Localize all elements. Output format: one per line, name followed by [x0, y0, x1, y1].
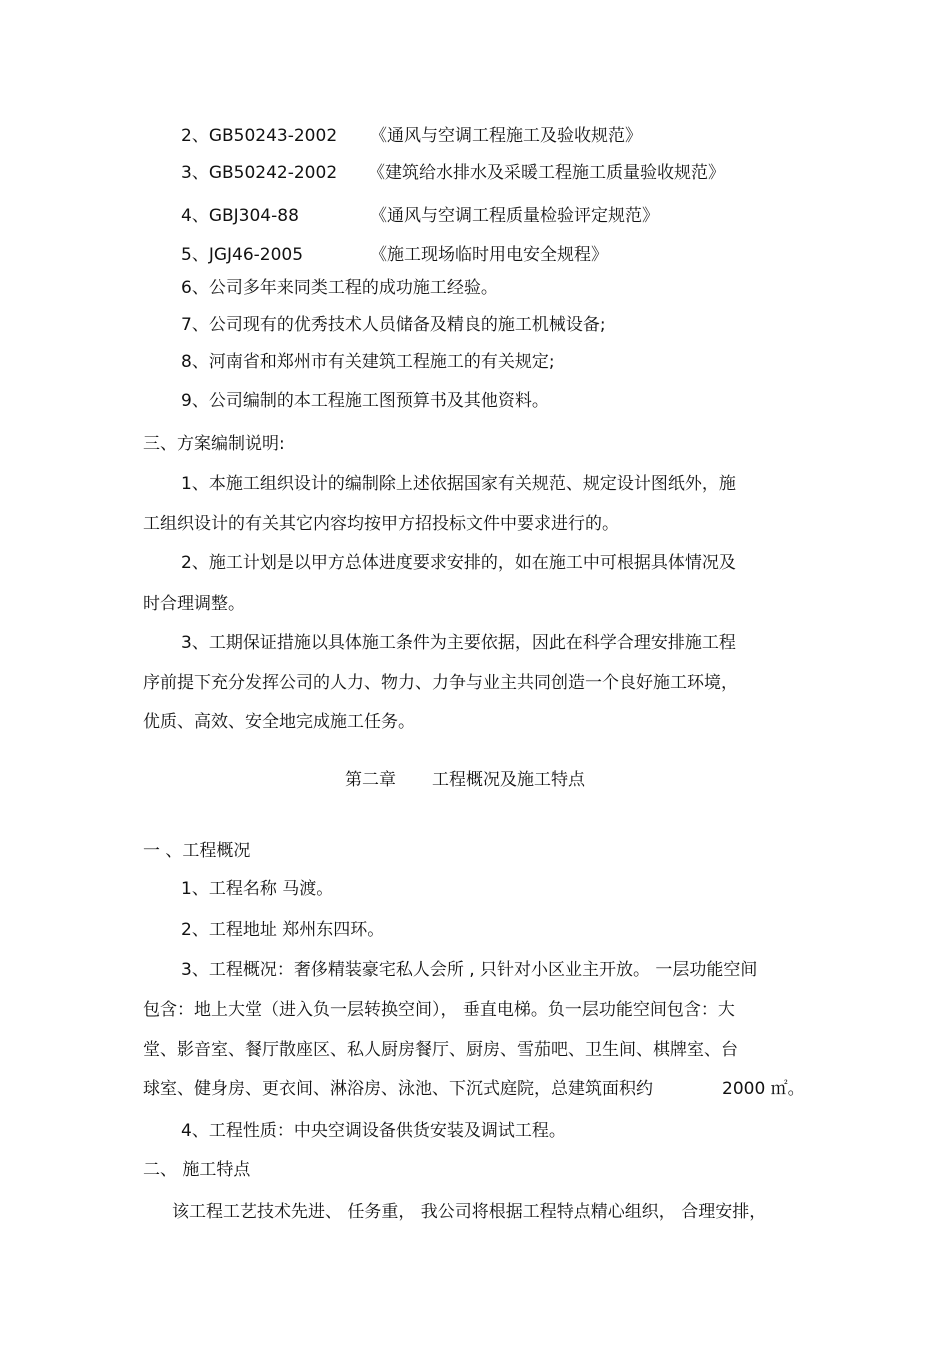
- standard-code: 4、GBJ304-88: [181, 206, 299, 226]
- standard-title: 《建筑给水排水及采暖工程施工质量验收规范》: [368, 163, 725, 183]
- chapter-title: 工程概况及施工特点: [432, 770, 585, 790]
- paragraph-line: 序前提下充分发挥公司的人力、物力、力争与业主共同创造一个良好施工环境，: [143, 673, 738, 693]
- paragraph-line: 工组织设计的有关其它内容均按甲方招投标文件中要求进行的。: [143, 514, 619, 534]
- basis-item: 7、公司现有的优秀技术人员储备及精良的施工机械设备;: [181, 315, 606, 335]
- paragraph-line: 包含：地上大堂（进入负一层转换空间）， 垂直电梯。负一层功能空间包含：大: [143, 1000, 735, 1020]
- overview-item: 2、工程地址 郑州东四环。: [181, 920, 385, 940]
- overview-item: 4、工程性质：中央空调设备供货安装及调试工程。: [181, 1121, 566, 1141]
- standard-title: 《通风与空调工程施工及验收规范》: [370, 126, 642, 146]
- basis-item: 6、公司多年来同类工程的成功施工经验。: [181, 278, 498, 298]
- paragraph-line: 球室、健身房、更衣间、淋浴房、泳池、下沉式庭院，总建筑面积约: [143, 1079, 653, 1099]
- paragraph-line: 时合理调整。: [143, 594, 245, 614]
- standard-code: 3、GB50242-2002: [181, 163, 338, 183]
- area-value: 2000 ㎡。: [722, 1079, 805, 1099]
- basis-item: 9、公司编制的本工程施工图预算书及其他资料。: [181, 391, 549, 411]
- paragraph-line: 优质、高效、安全地完成施工任务。: [143, 712, 415, 732]
- paragraph-line: 1、本施工组织设计的编制除上述依据国家有关规范、规定设计图纸外，施: [181, 474, 736, 494]
- basis-item: 8、河南省和郑州市有关建筑工程施工的有关规定;: [181, 352, 555, 372]
- standard-title: 《施工现场临时用电安全规程》: [370, 245, 608, 265]
- paragraph-line: 2、施工计划是以甲方总体进度要求安排的，如在施工中可根据具体情况及: [181, 553, 736, 573]
- paragraph-line: 3、工程概况：奢侈精装豪宅私人会所 , 只针对小区业主开放。 一层功能空间: [181, 960, 758, 980]
- section-heading: 二、 施工特点: [143, 1160, 251, 1180]
- overview-item: 1、工程名称 马渡。: [181, 879, 334, 899]
- standard-title: 《通风与空调工程质量检验评定规范》: [370, 206, 659, 226]
- standard-code: 5、JGJ46-2005: [181, 245, 304, 265]
- standard-code: 2、GB50243-2002: [181, 126, 338, 146]
- paragraph-line: 堂、影音室、餐厅散座区、私人厨房餐厅、厨房、雪茄吧、卫生间、棋牌室、台: [143, 1040, 738, 1060]
- paragraph-line: 该工程工艺技术先进、 任务重， 我公司将根据工程特点精心组织， 合理安排，: [172, 1202, 767, 1222]
- section-heading: 一 、工程概况: [143, 841, 251, 861]
- section-heading: 三、方案编制说明:: [143, 434, 285, 454]
- chapter-label: 第二章: [345, 770, 396, 790]
- paragraph-line: 3、工期保证措施以具体施工条件为主要依据，因此在科学合理安排施工程: [181, 633, 736, 653]
